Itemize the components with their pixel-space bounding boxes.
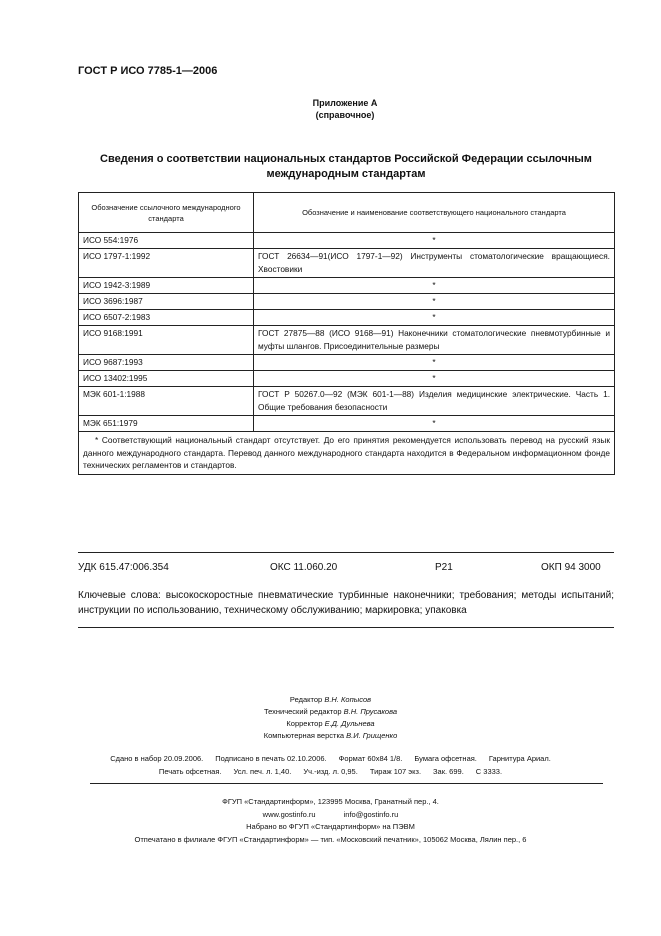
international-standard: ИСО 1942-3:1989 bbox=[79, 278, 254, 294]
print-detail: Зак. 699. bbox=[433, 767, 464, 776]
national-standard: ГОСТ Р 50267.0—92 (МЭК 601-1—88) Изделия медицинские электрические. Часть 1. Общие требования безопасности bbox=[254, 387, 615, 416]
annex-subtitle: (справочное) bbox=[315, 110, 375, 120]
credit-name: В.Н. Копысов bbox=[324, 695, 372, 704]
keywords: Ключевые слова: высокоскоростные пневматические турбинные наконечники; требования; методы испытаний; инструкции по использованию, техническому обслуживанию; маркировка; упаковка bbox=[78, 590, 614, 616]
print-detail: Тираж 107 экз. bbox=[369, 767, 422, 776]
credit-line bbox=[0, 730, 661, 742]
international-standard: ИСО 3696:1987 bbox=[79, 294, 254, 310]
table-row bbox=[79, 387, 615, 416]
table-row bbox=[79, 278, 615, 294]
national-standard: * bbox=[254, 310, 615, 326]
international-standard: ИСО 554:1976 bbox=[79, 233, 254, 249]
table-row bbox=[79, 233, 615, 249]
credit-line bbox=[0, 706, 661, 718]
print-detail: Бумага офсетная. bbox=[414, 754, 477, 763]
credit-line bbox=[0, 694, 661, 706]
classification-code: Р21 bbox=[435, 562, 453, 573]
credits bbox=[0, 694, 661, 742]
credit-line bbox=[0, 718, 661, 730]
footnote-row bbox=[79, 432, 615, 475]
print-detail: Сдано в набор 20.09.2006. bbox=[110, 754, 204, 763]
national-standard: * bbox=[254, 371, 615, 387]
table-row bbox=[79, 249, 615, 278]
typeset-note: Набрано во ФГУП «Стандартинформ» на ПЭВМ bbox=[246, 822, 415, 831]
table-row bbox=[79, 294, 615, 310]
document-code: ГОСТ Р ИСО 7785-1—2006 bbox=[78, 65, 218, 77]
udk-code: УДК 615.47:006.354 bbox=[78, 562, 169, 573]
international-standard: МЭК 601-1:1988 bbox=[79, 387, 254, 416]
credit-role: Корректор bbox=[286, 719, 323, 728]
national-standard: ГОСТ 27875—88 (ИСО 9168—91) Наконечники стоматологические пневмотурбинные и муфты шлангов. Присоединительные размеры bbox=[254, 326, 615, 355]
standards-table bbox=[78, 192, 615, 475]
credit-role: Компьютерная верстка bbox=[263, 731, 345, 740]
national-standard: * bbox=[254, 233, 615, 249]
international-standard: ИСО 9168:1991 bbox=[79, 326, 254, 355]
international-standard: ИСО 6507-2:1983 bbox=[79, 310, 254, 326]
table-footnote: * Соответствующий национальный стандарт отсутствует. До его принятия рекомендуется использовать перевод на русский язык данного международного стандарта. Перевод данного международного стандарта находится в Федеральном информационном фонде технических регламентов и стандартов. bbox=[79, 432, 615, 475]
table-row bbox=[79, 355, 615, 371]
column-header: Обозначение ссылочного международного стандарта bbox=[79, 193, 254, 233]
print-detail: Усл. печ. л. 1,40. bbox=[233, 767, 292, 776]
table-header-row bbox=[79, 193, 615, 233]
table-row bbox=[79, 416, 615, 432]
credit-name: Е.Д. Дульнева bbox=[324, 719, 375, 728]
print-info bbox=[0, 752, 661, 778]
print-detail: С 3333. bbox=[475, 767, 503, 776]
divider bbox=[78, 552, 614, 553]
column-header: Обозначение и наименование соответствующего национального стандарта bbox=[254, 193, 615, 233]
print-detail: Формат 60x84 1/8. bbox=[338, 754, 403, 763]
print-detail: Подписано в печать 02.10.2006. bbox=[215, 754, 327, 763]
national-standard: * bbox=[254, 416, 615, 432]
publisher-address: ФГУП «Стандартинформ», 123995 Москва, Гранатный пер., 4. bbox=[222, 797, 439, 806]
national-standard: ГОСТ 26634—91(ИСО 1797-1—92) Инструменты стоматологические вращающиеся. Хвостовики bbox=[254, 249, 615, 278]
okp-code: ОКП 94 3000 bbox=[541, 562, 601, 573]
printed-note: Отпечатано в филиале ФГУП «Стандартинформ» — тип. «Московский печатник», 105062 Москва, Лялин пер., 6 bbox=[134, 834, 527, 844]
table-row bbox=[79, 371, 615, 387]
section-title: Сведения о соответствии национальных стандартов Российской Федерации ссылочным международным стандартам bbox=[100, 153, 592, 180]
national-standard: * bbox=[254, 294, 615, 310]
print-detail: Уч.-изд. л. 0,95. bbox=[303, 767, 358, 776]
international-standard: МЭК 651:1979 bbox=[79, 416, 254, 432]
credit-name: В.Н. Прусакова bbox=[343, 707, 398, 716]
annex-title: Приложение А bbox=[312, 98, 378, 108]
international-standard: ИСО 13402:1995 bbox=[79, 371, 254, 387]
print-detail: Печать офсетная. bbox=[158, 767, 222, 776]
publisher-info bbox=[0, 796, 661, 846]
table-row bbox=[79, 310, 615, 326]
divider bbox=[90, 783, 603, 784]
credit-role: Редактор bbox=[289, 695, 323, 704]
divider bbox=[78, 627, 614, 628]
website-link[interactable]: www.gostinfo.ru bbox=[262, 809, 316, 819]
international-standard: ИСО 1797-1:1992 bbox=[79, 249, 254, 278]
credit-name: В.И. Грищенко bbox=[346, 731, 398, 740]
national-standard: * bbox=[254, 278, 615, 294]
credit-role: Технический редактор bbox=[263, 707, 342, 716]
national-standard: * bbox=[254, 355, 615, 371]
oks-code: ОКС 11.060.20 bbox=[270, 562, 338, 573]
print-detail: Гарнитура Ариал. bbox=[488, 754, 551, 763]
international-standard: ИСО 9687:1993 bbox=[79, 355, 254, 371]
table-row bbox=[79, 326, 615, 355]
email-link[interactable]: info@gostinfo.ru bbox=[343, 809, 399, 819]
